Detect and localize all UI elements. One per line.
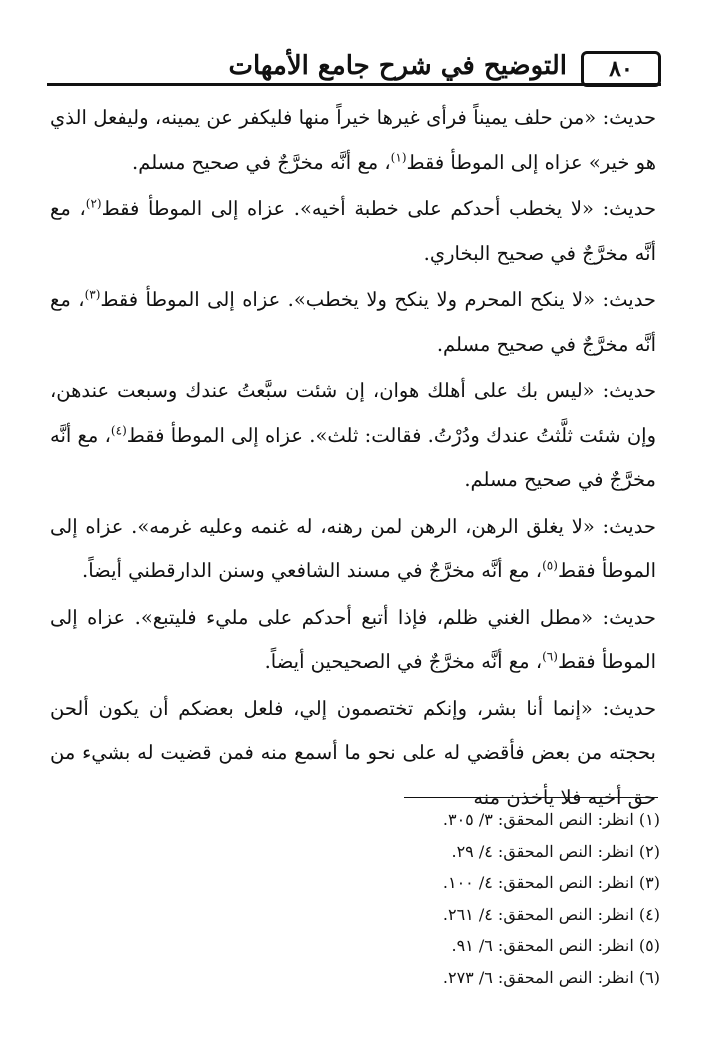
hadith-label: حديث: — [594, 514, 656, 538]
footnote-ref[interactable]: (٣) — [84, 287, 101, 302]
hadith-paragraph — [50, 687, 656, 821]
page-header — [47, 45, 661, 91]
footnote-separator — [404, 797, 658, 798]
hadith-note: ، مع أنَّه مخرَّجٌ في صحيح مسلم. — [50, 423, 656, 491]
footnote-item: (١) انظر: النص المحقق: ٣/ ٣٠٥. — [442, 810, 660, 829]
footnote-item: (٥) انظر: النص المحقق: ٦/ ٩١. — [451, 936, 660, 955]
hadith-label: حديث: — [593, 605, 656, 629]
hadith-attribution: . عزاه إلى الموطأ فقط — [101, 197, 300, 220]
hadith-note: ، مع أنَّه مخرَّجٌ في الصحيحين أيضاً. — [264, 650, 543, 673]
hadith-note: ، مع أنَّه مخرَّجٌ في صحيح مسلم. — [132, 150, 391, 174]
hadith-attribution: . عزاه إلى الموطأ فقط — [50, 514, 656, 582]
page-number: ٨٠ — [581, 51, 661, 87]
hadith-text: «مطل الغني ظلم، فإذا أتبع أحدكم على مليء فليتبع» — [140, 605, 594, 629]
footnote-item: (٣) انظر: النص المحقق: ٤/ ١٠٠. — [442, 873, 660, 892]
hadith-label: حديث: — [592, 696, 657, 720]
hadith-note: ، مع أنَّه مخرَّجٌ في صحيح البخاري. — [50, 197, 656, 265]
hadith-note: ، مع أنَّه مخرَّجٌ في صحيح مسلم. — [50, 288, 656, 356]
footnote-ref[interactable]: (٦) — [542, 649, 558, 664]
footnote-ref[interactable]: (٤) — [110, 423, 127, 437]
running-title: التوضيح في شرح جامع الأمهات — [228, 51, 567, 81]
hadith-label: حديث: — [594, 379, 656, 402]
header-rule — [47, 83, 661, 86]
hadith-label: حديث: — [596, 106, 656, 129]
footnote-item: (٦) انظر: النص المحقق: ٦/ ٢٧٣. — [442, 967, 660, 987]
hadith-paragraph — [50, 596, 656, 685]
hadith-text: «إنما أنا بشر، وإنكم تختصمون إلي، فلعل بعضكم أن يكون ألحن بحجته من بعض فأقضي له على نحو ما أسمع منه فمن قضيت له بشيء من حق أخيه فلا يأخذن منه — [50, 696, 656, 809]
footnote-ref[interactable]: (٥) — [542, 558, 558, 573]
hadith-text: «لا ينكح المحرم ولا ينكح ولا يخطب» — [293, 288, 596, 311]
hadith-attribution: عزاه إلى الموطأ فقط — [406, 150, 589, 174]
hadith-attribution: . عزاه إلى الموطأ فقط — [100, 288, 294, 311]
footnote-item: (٢) انظر: النص المحقق: ٤/ ٢٩. — [451, 841, 660, 861]
hadith-paragraph — [50, 187, 656, 276]
body-text — [50, 96, 656, 822]
footnotes — [360, 804, 660, 993]
hadith-text: «لا يخطب أحدكم على خطبة أخيه» — [299, 197, 594, 220]
hadith-text: «من حلف يميناً فرأى غيرها خيراً منها فليكفر عن يمينه، وليفعل الذي هو خير» — [50, 106, 656, 174]
hadith-paragraph — [50, 505, 656, 594]
hadith-attribution: . عزاه إلى الموطأ فقط — [50, 605, 656, 673]
footnote-item: (٤) انظر: النص المحقق: ٤/ ٢٦١. — [442, 904, 660, 924]
hadith-label: حديث: — [593, 197, 656, 220]
hadith-paragraph — [50, 278, 656, 367]
footnote-ref[interactable]: (١) — [390, 150, 407, 164]
hadith-attribution: . عزاه إلى الموطأ فقط — [126, 423, 316, 447]
hadith-text: «لا يغلق الرهن، الرهن لمن رهنه، له غنمه وعليه غرمه» — [137, 514, 595, 538]
hadith-paragraph — [50, 369, 656, 503]
hadith-note: ، مع أنَّه مخرَّجٌ في مسند الشافعي وسنن الدارقطني أيضاً. — [82, 559, 543, 582]
hadith-paragraph — [50, 96, 656, 185]
footnote-ref[interactable]: (٢) — [85, 196, 102, 211]
hadith-text: «ليس بك على أهلك هوان، إن شئت سبَّعتُ عندك وسبعت عندهن، وإن شئت ثلَّثتُ عندك ودُرْتُ. فقالت: ثلث» — [50, 379, 656, 447]
hadith-label: حديث: — [595, 288, 656, 311]
